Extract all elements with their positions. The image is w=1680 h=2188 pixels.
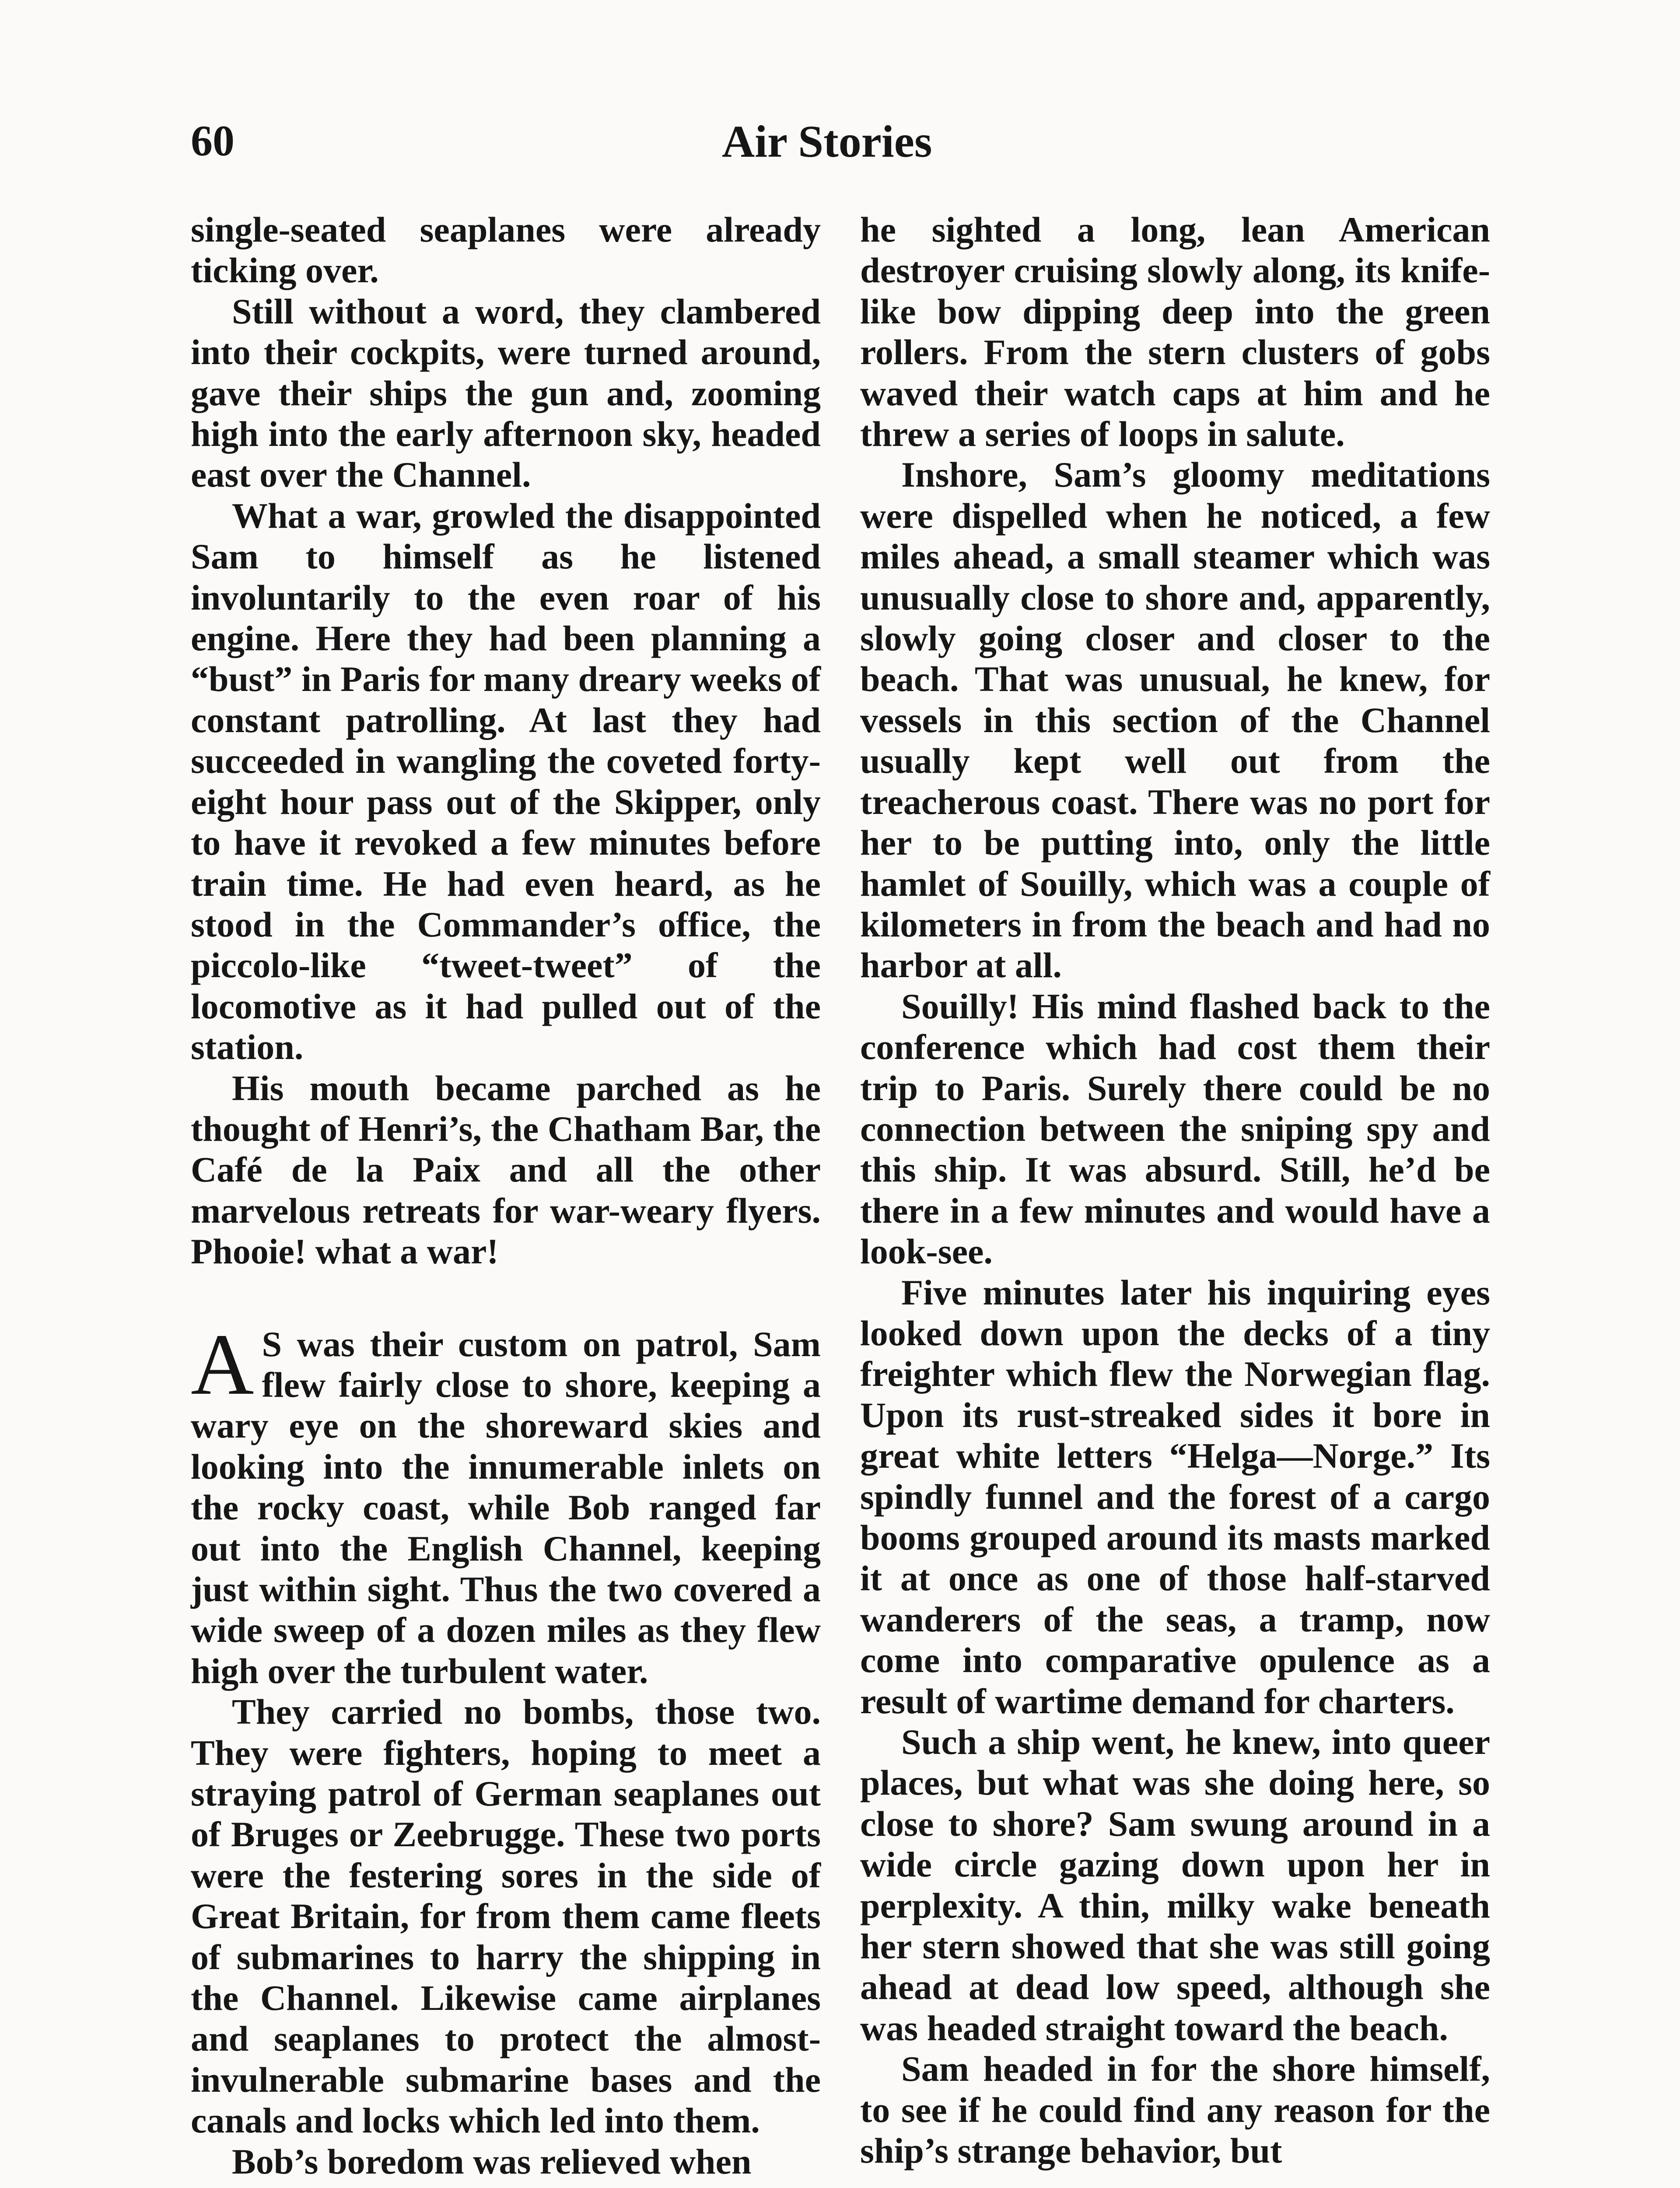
running-title: Air Stories (722, 116, 932, 167)
drop-cap: A (191, 1316, 254, 1413)
paragraph: His mouth became parched as he thought of Henri’s, the Chatham Bar, the Café de la Paix and all the other marvelous retreats for war-weary flyers. Phooie! what a war! (191, 1068, 821, 1272)
paragraph: What a war, growled the disappointed Sam to himself as he listened involuntarily to the even roar of his engine. Here they had been planning a “bust” in Paris for many dreary weeks of constant patrolling. At last they had succeeded in wangling the coveted forty-eight hour pass out of the Skipper, only to have it revoked a few minutes before train time. He had even heard, as he stood in the Commander’s office, the piccolo-like “tweet-tweet” of the locomotive as it had pulled out of the station. (191, 495, 821, 1067)
right-column (860, 209, 1490, 2171)
paragraph: Bob’s boredom was relieved when (232, 2141, 752, 2181)
paragraph: he sighted a long, lean American destroyer cruising slowly along, its knife-like bow dipping deep into the green rollers. From the stern clusters of gobs waved their watch caps at him and he threw a series of loops in salute. (860, 210, 1490, 454)
paragraph: Souilly! His mind flashed back to the conference which had cost them their trip to Paris. Surely there could be no connection between the sniping spy and this ship. It was absurd. Still, he’d be there in a few minutes and would have a look-see. (860, 986, 1490, 1272)
section-opening-paragraph (191, 1316, 821, 1692)
page-number: 60 (191, 116, 234, 165)
section-break (191, 1272, 821, 1324)
paragraph: They carried no bombs, those two. They were fighters, hoping to meet a straying patrol of German seaplanes out of Bruges or Zeebrugge. These two ports were the festering sores in the side of Great Britain, for from them came fleets of submarines to harry the shipping in the Channel. Likewise came airplanes and seaplanes to protect the almost-invulnerable submarine bases and the canals and locks which led into them. (191, 1692, 821, 2141)
left-column (191, 209, 821, 2182)
paragraph: Five minutes later his inquiring eyes looked down upon the decks of a tiny freighter which flew the Norwegian flag. Upon its rust-streaked sides it bore in great white letters “Helga—Norge.” Its spindly funnel and the forest of a cargo booms grouped around its masts marked it at once as one of those half-starved wanderers of the seas, a tramp, now come into comparative opulence as a result of wartime demand for charters. (860, 1272, 1490, 1721)
paragraph: Sam headed in for the shore himself, to see if he could find any reason for the ship’s strange behavior, but (860, 2049, 1490, 2171)
paragraph: Still without a word, they clambered into their cockpits, were turned around, gave their ships the gun and, zooming high into the early afternoon sky, headed east over the Channel. (191, 291, 821, 495)
paragraph: Inshore, Sam’s gloomy meditations were dispelled when he noticed, a few miles ahead, a small steamer which was unusually close to shore and, apparently, slowly going closer and closer to the beach. That was unusual, he knew, for vessels in this section of the Channel usually kept well out from the treacherous coast. There was no port for her to be putting into, only the little hamlet of Souilly, which was a couple of kilometers in from the beach and had no harbor at all. (860, 455, 1490, 985)
paragraph: Such a ship went, he knew, into queer places, but what was she doing here, so close to shore? Sam swung around in a wide circle gazing down upon her in perplexity. A thin, milky wake beneath her stern showed that she was still going ahead at dead low speed, although she was headed straight toward the beach. (860, 1722, 1490, 2048)
paragraph-text: S was their custom on patrol, Sam flew fairly close to shore, keeping a wary eye on the shoreward skies and looking into the innumerable inlets on the rocky coast, while Bob ranged far out into the English Channel, keeping just within sight. Thus the two covered a wide sweep of a dozen miles as they flew high over the turbulent water. (191, 1324, 821, 1691)
paragraph: single-seated seaplanes were already ticking over. (191, 210, 821, 291)
